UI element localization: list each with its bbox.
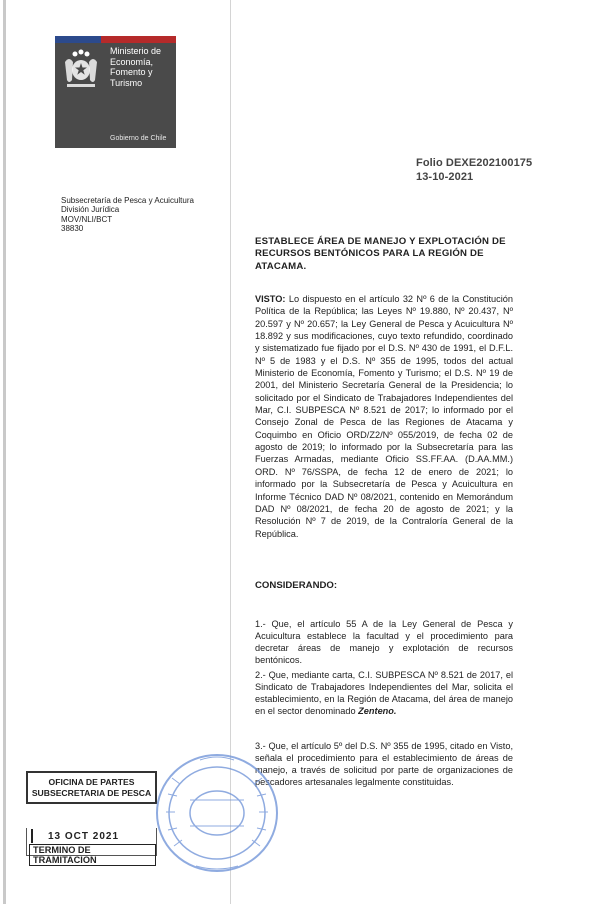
page-edge-bar	[3, 0, 6, 918]
visto-label: VISTO:	[255, 294, 286, 304]
folio-number: Folio DEXE202100175	[416, 157, 533, 169]
page-bottom-margin	[0, 904, 600, 918]
office-stamp-line-1: OFICINA DE PARTES	[48, 777, 135, 787]
document-title: ESTABLECE ÁREA DE MANEJO Y EXPLOTACIÓN DE RECURSOS BENTÓNICOS PARA LA REGIÓN DE ATACAMA.	[255, 236, 506, 272]
sender-block	[61, 196, 194, 234]
considerando-heading: CONSIDERANDO:	[255, 580, 338, 591]
sender-line-1: Subsecretaría de Pesca y Acuicultura	[61, 196, 194, 205]
folio-date: 13-10-2021	[416, 171, 474, 183]
ministry-seal-icon	[150, 748, 284, 878]
coat-of-arms-icon	[61, 48, 101, 90]
considerando-2	[255, 670, 513, 718]
flag-blue-stripe	[55, 36, 101, 43]
sender-line-3: MOV/NLI/BCT	[61, 214, 113, 224]
visto-text: Lo dispuesto en el artículo 32 Nº 6 de la Constitución Política de la República; las Leyes Nº 19.880, Nº 20.437, Nº 20.597 y Nº 20.657; la Ley General de Pesca y Acuicultura Nº 18.892 y sus modificaciones, cuyo texto refundido, coordinado y sistematizado fue fijado por el D.S. Nº 430 de 1991, el D.F.L. Nº 5 de 1983 y el D.S. Nº 355 de 1995, todos del actual Ministerio de Economía, Fomento y Turismo; el D.S. Nº 19 de 2001, del Ministerio Secretaría General de la Presidencia; lo solicitado por el Sindicato de Trabajadores Independientes del Mar, C.I. SUBPESCA Nº 8.521 de 2017; lo informado por el Consejo Zonal de Pesca de las Regiones de Atacama y Coquimbo en Oficio ORD/Z2/Nº 055/2019, de fecha 02 de agosto de 2019; lo informado por la Subsecretaría para las Fuerzas Armadas, mediante Oficio SS.FF.AA. (D.AA.MM.) ORD. Nº 76/SSPA, de fecha 12 de enero de 2021; lo informado por la Subsecretaría de Pesca y Acuicultura en Informe Técnico DAD Nº 08/2021, contenido en Memorándum DAD Nº 08/2021, de fecha 20 de agosto de 2021; y la Resolución Nº 7 de 2019, de la Contraloría General de la República.	[255, 294, 513, 539]
sender-line-4: 38830	[61, 224, 84, 234]
government-logo	[55, 36, 176, 148]
office-stamp	[26, 771, 157, 804]
sector-name: Zenteno.	[358, 705, 397, 716]
government-label: Gobierno de Chile	[110, 135, 167, 142]
stamp-date: 13 OCT 2021	[48, 831, 120, 842]
sender-line-2: División Jurídica	[61, 205, 120, 215]
considerando-1: 1.- Que, el artículo 55 A de la Ley General de Pesca y Acuicultura establece la facultad y el procedimiento para decretar áreas de manejo y explotación de recursos bentónicos.	[255, 619, 513, 665]
termination-label: TERMINO DE TRAMITACION	[29, 844, 156, 866]
stamp-tick-mark	[31, 829, 33, 843]
visto-paragraph	[255, 293, 513, 540]
office-stamp-line-2: SUBSECRETARIA DE PESCA	[31, 788, 152, 798]
considerando-2-text: 2.- Que, mediante carta, C.I. SUBPESCA Nº 8.521 de 2017, el Sindicato de Trabajadores Independientes del Mar, solicita el establecimiento, en la Región de Atacama, del área de manejo en el sector denominado	[255, 670, 513, 716]
considerando-3: 3.- Que, el artículo 5º del D.S. Nº 355 de 1995, citado en Visto, señala el procedimiento para el establecimiento de áreas de manejo, a través de solicitud por parte de organizaciones de pescadores artesanales legalmente constituidas.	[255, 741, 513, 787]
flag-red-stripe	[101, 36, 176, 43]
folio-block	[416, 156, 532, 184]
ministry-name: Ministerio de Economía, Fomento y Turismo	[110, 46, 162, 88]
